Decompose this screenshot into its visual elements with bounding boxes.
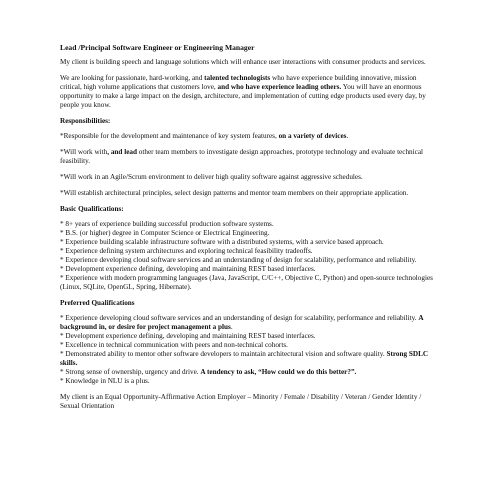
job-title: Lead /Principal Software Engineer or Engineering Manager <box>60 43 255 52</box>
list-item <box>60 314 438 332</box>
preferred-qualifications-heading: Preferred Qualifications <box>60 299 135 307</box>
list-item: * Knowledge in NLU is a plus. <box>60 377 150 385</box>
responsibility-item <box>60 132 438 141</box>
list-item: * Experience developing cloud software services and an understanding of design for scalability, performance and reliability. <box>60 256 417 264</box>
preferred-4-bold: Strong SDLC skills. <box>60 350 429 367</box>
opportunity-text-3: You will have an enormous opportunity to make a large impact on the design, architecture, and implementation of cutting edge products used every day, by people you know. <box>60 83 426 109</box>
responsibility-1-end: . <box>346 132 349 140</box>
responsibility-item <box>60 148 438 166</box>
responsibility-2-text-1: *Will work with <box>60 148 108 156</box>
intro-paragraph: My client is building speech and language solutions which will enhance user interactions with consumer products and services. <box>60 58 426 66</box>
responsibility-1-bold: on a variety of devices <box>278 132 347 140</box>
list-item <box>60 368 438 377</box>
list-item: * Experience building scalable infrastructure software with a distributed systems, with a service based approach. <box>60 238 384 246</box>
list-item: * 8+ years of experience building successful production software systems. <box>60 220 274 228</box>
opportunity-text-2: who have experience building innovative, mission critical, high volume applications that customers love, <box>60 74 417 91</box>
responsibility-item: *Will work in an Agile/Scrum environment to deliver high quality software against aggressive schedules. <box>60 173 363 181</box>
preferred-4-text: * Demonstrated ability to mentor other software developers to maintain architectural vision and software quality. <box>60 350 387 358</box>
preferred-1-text: * Experience developing cloud software services and an understanding of design for scalability, performance and reliability. <box>60 314 419 322</box>
preferred-5-bold: A tendency to ask, “How could we do this better?”. <box>200 368 357 376</box>
responsibility-1-text: *Responsible for the development and maintenance of key system features, <box>60 132 279 140</box>
list-item: * Development experience defining, developing and maintaining REST based interfaces. <box>60 265 316 273</box>
responsibilities-heading: Responsibilities: <box>60 117 111 125</box>
preferred-qualifications-list <box>60 314 438 386</box>
preferred-1-end: . <box>230 323 233 331</box>
opportunity-paragraph <box>60 74 438 110</box>
list-item: * Experience with modern programming languages (Java, JavaScript, C/C++, Objective C, Python) and open-source technologies (Linux, SQLite, OpenGL, Spring, Hibernate). <box>60 274 433 291</box>
opportunity-text-1: We are looking for passionate, hard-working, and <box>60 74 205 82</box>
basic-qualifications-heading: Basic Qualifications: <box>60 205 124 213</box>
job-description <box>60 43 438 418</box>
opportunity-bold-1: talented technologists <box>204 74 271 82</box>
responsibility-item: *Will establish architectural principles, select design patterns and mentor team members on their appropriate application. <box>60 189 409 197</box>
list-item: * B.S. (or higher) degree in Computer Science or Electrical Engineering. <box>60 229 270 237</box>
list-item: * Development experience defining, developing and maintaining REST based interfaces. <box>60 332 316 340</box>
responsibility-2-bold: , and lead <box>107 148 137 156</box>
list-item: * Experience defining system architectures and exploring technical feasibility tradeoffs. <box>60 247 313 255</box>
basic-qualifications-list <box>60 220 438 292</box>
responsibility-2-text-2: other team members to investigate design approaches, prototype technology and evaluate technical feasibility. <box>60 148 424 165</box>
list-item <box>60 350 438 368</box>
equal-opportunity-statement: My client is an Equal Opportunity-Affirmative Action Employer – Minority / Female / Disability / Veteran / Gender Identity / Sexual Orientation <box>60 393 422 410</box>
list-item: * Excellence in technical communication with peers and non-technical cohorts. <box>60 341 288 349</box>
preferred-5-text: * Strong sense of ownership, urgency and drive. <box>60 368 201 376</box>
preferred-1-bold: A background in, or desire for project management a plus <box>60 314 424 331</box>
opportunity-bold-2: and who have experience leading others. <box>217 83 342 91</box>
